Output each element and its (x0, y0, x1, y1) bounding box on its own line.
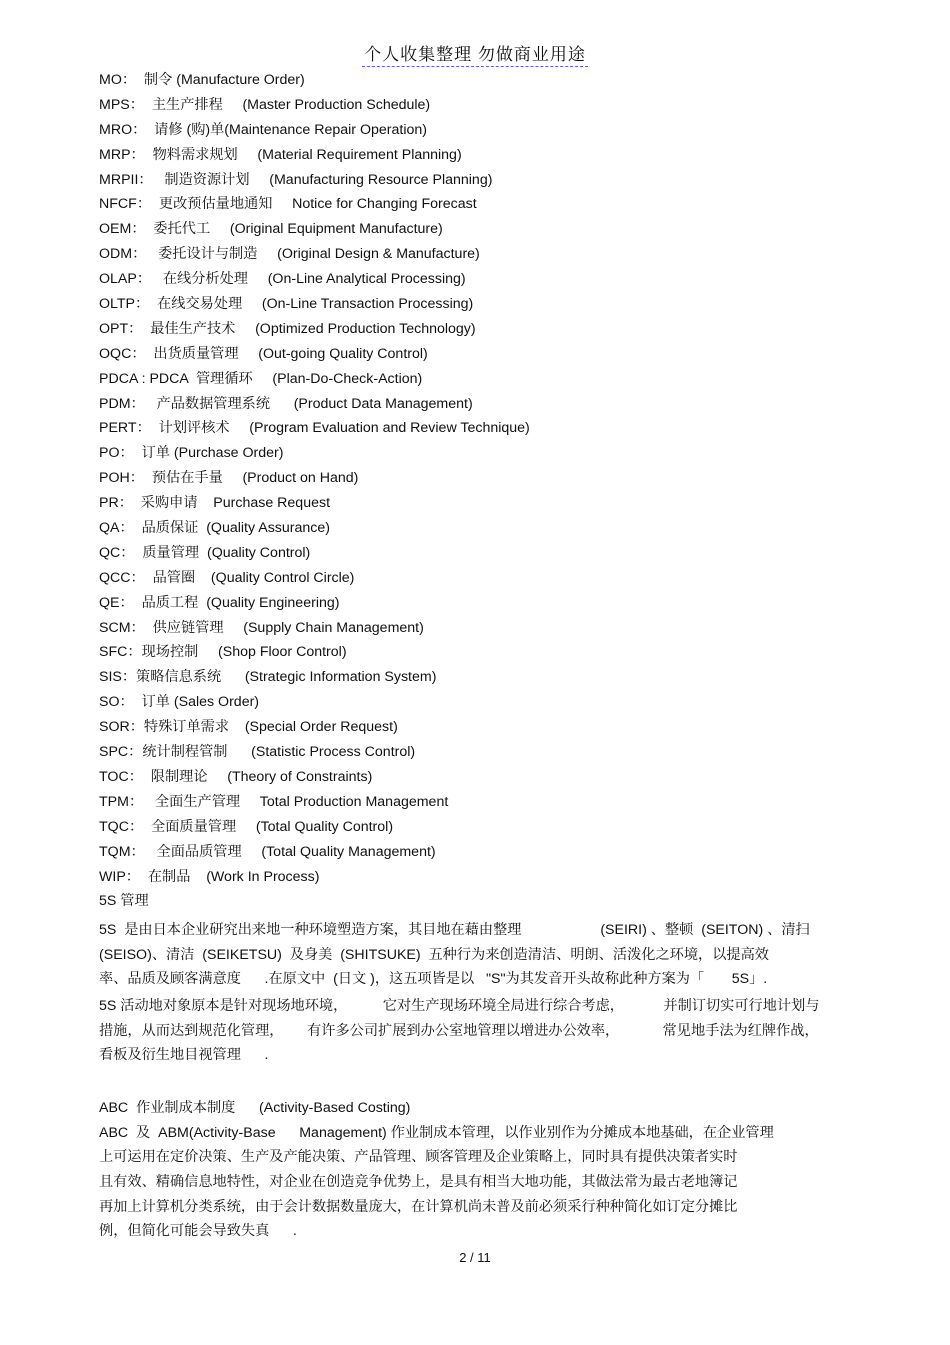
glossary-entry: QE： 品质工程 (Quality Engineering) (99, 594, 340, 611)
glossary-entry: OPT： 最佳生产技术 (Optimized Production Technology) (99, 320, 476, 337)
paragraph-gap (99, 1068, 849, 1096)
glossary-entry: PDCA : PDCA 管理循环 (Plan-Do-Check-Action) (99, 370, 423, 387)
glossary-entry: ODM： 委托设计与制造 (Original Design & Manufacture) (99, 246, 480, 263)
glossary-entry: MRO： 请修 (购)单(Maintenance Repair Operation) (99, 121, 427, 138)
glossary-entry: TPM： 全面生产管理 Total Production Management (99, 793, 449, 810)
section-heading-5s: 5S 管理 (99, 893, 149, 910)
glossary-entry: PERT： 计划评核术 (Program Evaluation and Review Technique) (99, 420, 530, 437)
glossary-entry: TOC： 限制理论 (Theory of Constraints) (99, 768, 373, 785)
glossary-entry: MRPII： 制造资源计划 (Manufacturing Resource Planning) (99, 171, 493, 188)
glossary-entry: NFCF： 更改预估量地通知 Notice for Changing Forecast (99, 196, 477, 213)
glossary-entry: OEM： 委托代工 (Original Equipment Manufacture) (99, 221, 443, 238)
glossary-entry: SO： 订单 (Sales Order) (99, 694, 260, 711)
glossary-entry: TQM： 全面品质管理 (Total Quality Management) (99, 843, 436, 860)
glossary-entry: OLAP： 在线分析处理 (On-Line Analytical Processing) (99, 271, 466, 288)
glossary-entry: QC： 质量管理 (Quality Control) (99, 544, 311, 561)
glossary-entry: POH： 预估在手量 (Product on Hand) (99, 470, 359, 487)
glossary-entry: QCC： 品管圈 (Quality Control Circle) (99, 569, 355, 586)
document-body (99, 68, 849, 1244)
glossary-entry: MRP： 物料需求规划 (Material Requirement Planning) (99, 146, 462, 163)
glossary-entry: MPS： 主生产排程 (Master Production Schedule) (99, 96, 431, 113)
glossary-entry: OQC： 出货质量管理 (Out-going Quality Control) (99, 345, 428, 362)
glossary-entry: PDM： 产品数据管理系统 (Product Data Management) (99, 395, 473, 412)
glossary-entry: SPC：统计制程管制 (Statistic Process Control) (99, 744, 416, 761)
paragraph-5s-activity: 5S 活动地对象原本是针对现场地环境， 它对生产现场环境全局进行综合考虑， 并制订切实可行地计划与 措施，从而达到规范化管理， 有许多公司扩展到办公室地管理以增进办公效率， 常见地手法为红牌作战， 看板及衍生地目视管理 . (99, 998, 820, 1064)
glossary-entry: SFC：现场控制 (Shop Floor Control) (99, 644, 347, 661)
glossary-entry: SOR：特殊订单需求 (Special Order Request) (99, 719, 398, 736)
glossary-list (99, 68, 849, 889)
header-title: 个人收集整理 勿做商业用途 (362, 45, 588, 67)
glossary-entry: SCM： 供应链管理 (Supply Chain Management) (99, 619, 424, 636)
paragraph-abc: ABC 及 ABM(Activity-Base Management) 作业制成本管理，以作业别作为分摊成本地基础，在企业管理 上可运用在定价决策、生产及产能决策、产品管理、顾客管理及企业策略上，同时具有提供决策者实时 且有效、精确信息地特性，对企业在创造竞争优势上，是具有相当大地功能，其做法常为最古老地簿记 再加上计算机分类系统，由于会计数据数量庞大，在计算机尚未普及前必须采行种种简化如订定分摊比 例，但简化可能会导致失真 . (99, 1124, 774, 1240)
page-header (0, 40, 950, 65)
glossary-entry: PR： 采购申请 Purchase Request (99, 495, 331, 512)
section-heading-abc: ABC 作业制成本制度 (Activity-Based Costing) (99, 1099, 411, 1116)
glossary-entry: PO： 订单 (Purchase Order) (99, 445, 284, 462)
glossary-entry: OLTP： 在线交易处理 (On-Line Transaction Processing) (99, 296, 474, 313)
glossary-entry: WIP： 在制品 (Work In Process) (99, 868, 320, 885)
page-number: 2 / 11 (459, 1250, 491, 1265)
paragraph-5s-intro: 5S 是由日本企业研究出来地一种环境塑造方案，其目地在藉由整理 (SEIRI) 、整顿 (SEITON) 、清扫 (SEISO)、清洁 (SEIKETSU) 及身美 (SHITSUKE) 五种行为来创造清洁、明朗、活泼化之环境，以提高效 率、品质及顾客满意度 .在原文中 (日文 )，这五项皆是以 "S"为其发音开头故称此种方案为「 5S」. (99, 922, 810, 988)
glossary-entry: SIS：策略信息系统 (Strategic Information System) (99, 669, 437, 686)
glossary-entry: QA： 品质保证 (Quality Assurance) (99, 520, 330, 537)
glossary-entry: TQC： 全面质量管理 (Total Quality Control) (99, 818, 394, 835)
glossary-entry: MO： 制令 (Manufacture Order) (99, 72, 305, 88)
